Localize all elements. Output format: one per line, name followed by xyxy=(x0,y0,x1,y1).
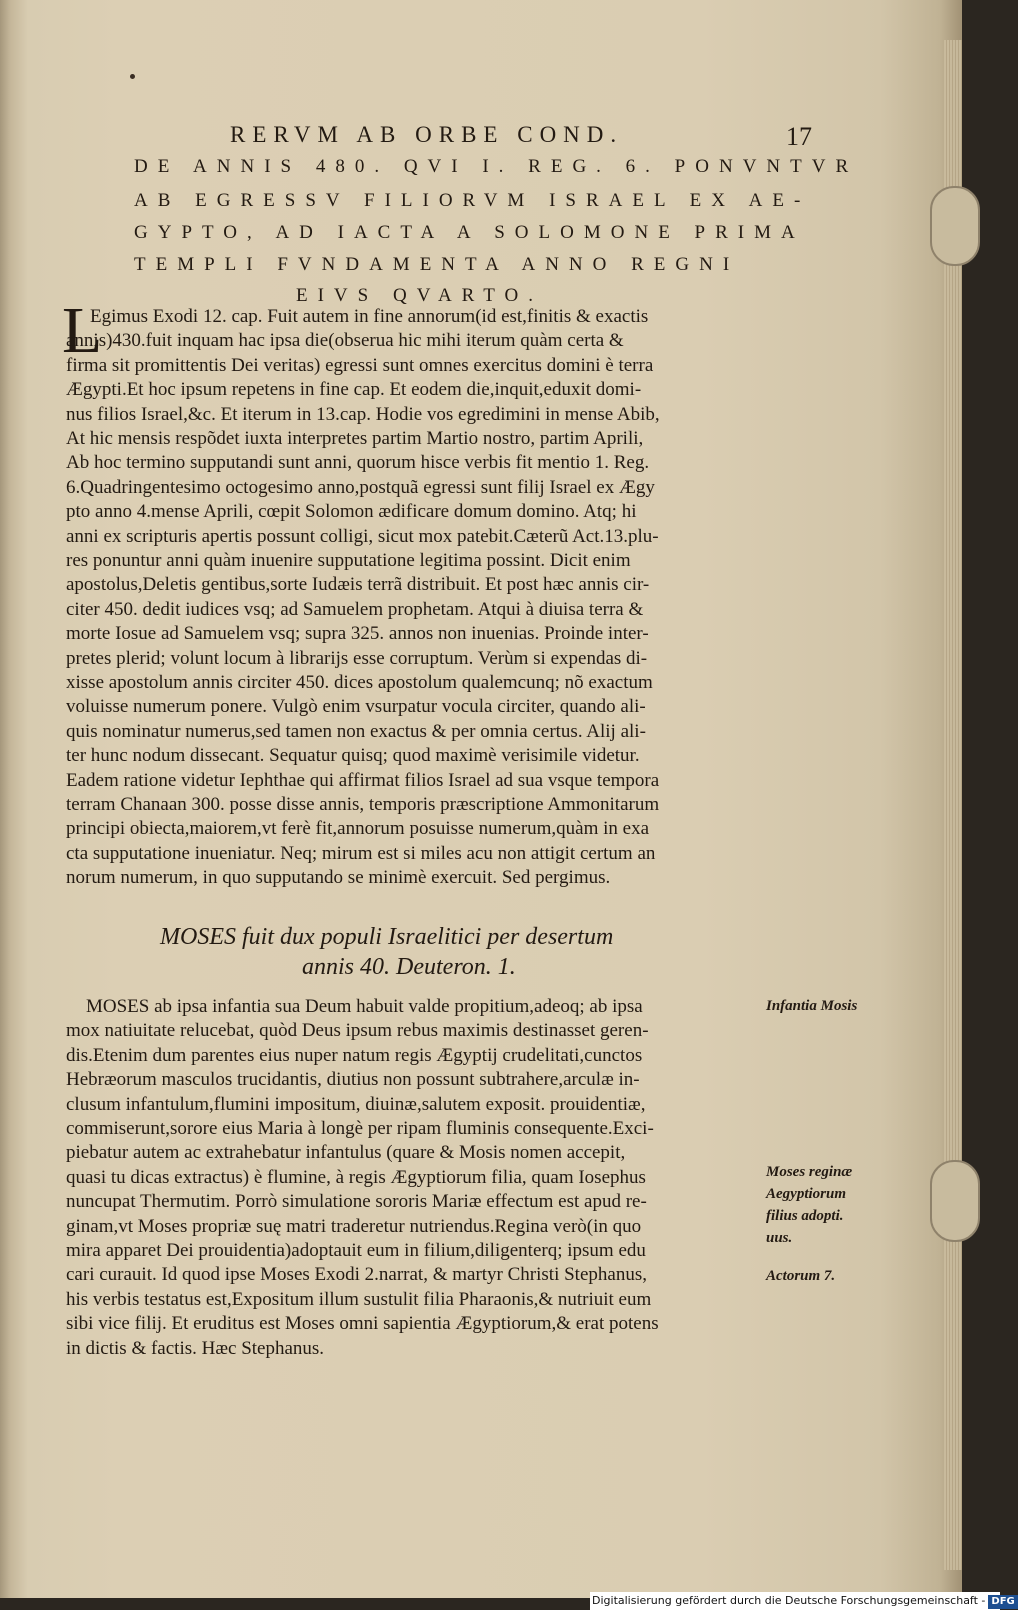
margin-note: Actorum 7. xyxy=(766,1268,836,1284)
text-line: ginam,vt Moses propriæ suę matri traderetur nutriendus.Regina verò(in quo xyxy=(66,1215,642,1237)
chapter-title-line: AB EGRESSV FILIORVM ISRAEL EX AE- xyxy=(134,190,811,211)
text-line: pto anno 4.mense Aprili, cœpit Solomon ædificare domum domino. Atq; hi xyxy=(66,501,637,523)
text-line: mira apparet Dei prouidentia)adoptauit eum in filium,diligenterq; ipsum edu xyxy=(66,1240,646,1261)
chapter-title-line: TEMPLI FVNDAMENTA ANNO REGNI xyxy=(134,254,740,275)
text-line: MOSES ab ipsa infantia sua Deum habuit valde propitium,adeoq; ab ipsa xyxy=(86,996,643,1017)
text-line: apostolus,Deletis gentibus,sorte Iudæis terrã distribuit. Et post hæc annis cir- xyxy=(66,574,650,596)
text-line: Eadem ratione videtur Iephthae qui affirmat filios Israel ad sua vsque tempora xyxy=(66,769,660,791)
margin-note: Infantia Mosis xyxy=(766,998,858,1014)
digitization-footer xyxy=(590,1592,1015,1610)
text-line: 6.Quadringentesimo octogesimo anno,postquã egressi sunt filij Israel ex Ægy xyxy=(66,476,655,498)
margin-note: filius adopti. xyxy=(766,1208,844,1224)
text-line: Ab hoc termino supputandi sunt anni, quorum hisce verbis fit mentio 1. Reg. xyxy=(66,452,650,474)
text-line: his verbis testatus est,Expositum illum sustulit filia Pharaonis,& nutriuit eum xyxy=(66,1288,652,1310)
text-line: in dictis & factis. Hæc Stephanus. xyxy=(66,1337,325,1359)
text-line: nus filios Israel,&c. Et iterum in 13.cap. Hodie vos egredimini in mense Abib, xyxy=(66,403,660,425)
margin-note: Moses reginæ xyxy=(766,1164,853,1180)
page-clip-bottom xyxy=(930,1160,980,1242)
text-line: sibi vice filij. Et eruditus est Moses omni sapientia Ægyptiorum,& erat potens xyxy=(66,1313,659,1335)
text-line: firma sit promittentis Dei veritas) egressi sunt omnes exercitus domini è terra xyxy=(66,354,654,376)
chapter-title-line: GYPTO, AD IACTA A SOLOMONE PRIMA xyxy=(134,222,805,243)
text-line: voluisse numerum ponere. Vulgò enim vsurpatur vocula circiter, quando ali- xyxy=(66,696,646,718)
page-clip-top xyxy=(930,186,980,266)
text-line: Egimus Exodi 12. cap. Fuit autem in fine annorum(id est,finitis & exactis xyxy=(90,306,649,327)
text-line: ter hunc nodum dissecant. Sequatur quisq; quod maximè verisimile videtur. xyxy=(66,745,640,767)
text-line: Hebræorum masculos trucidantis, diutius non possunt subtrahere,arculæ in- xyxy=(66,1069,640,1091)
text-line: piebatur autem ac extrahebatur infantulus (quare & Mosis nomen accepit, xyxy=(66,1142,626,1164)
text-line: annis)430.fuit inquam hac ipsa die(obserua hic mihi iterum quàm certa & xyxy=(66,330,624,352)
drop-cap: L xyxy=(62,294,103,367)
text-line: xisse apostolum annis circiter 450. dices apostolum qualemcunq; nõ exactum xyxy=(66,672,653,693)
text-line: cta supputatione inueniatur. Neq; mirum est si miles acu non attigit certum an xyxy=(66,842,656,864)
text-line: norum numerum, in quo supputando se minimè exercuit. Sed pergimus. xyxy=(66,867,611,889)
text-line: anni ex scripturis apertis possunt colligi, sicut mox patebit.Cæterũ Act.13.plu- xyxy=(66,525,659,547)
text-line: At hic mensis respõdet iuxta interpretes partim Martio nostro, partim Aprili, xyxy=(66,428,644,449)
text-line: nuncupat Thermutim. Porrò simulatione sororis Mariæ effectum est apud re- xyxy=(66,1191,647,1213)
text-line: Ægypti.Et hoc ipsum repetens in fine cap. Et eodem die,inquit,eduxit domi- xyxy=(66,379,642,401)
section-heading: MOSES fuit dux populi Israelitici per desertum xyxy=(160,924,614,950)
text-line: clusum infantulum,flumini impositum, diuinæ,salutem exposit. prouidentiæ, xyxy=(66,1093,646,1115)
page-fore-edge xyxy=(944,40,962,1570)
text-line: terram Chanaan 300. posse disse annis, temporis præscriptione Ammonitarum xyxy=(66,794,660,815)
text-line: dis.Etenim dum parentes eius nuper natum regis Ægyptij crudelitati,cunctos xyxy=(66,1044,643,1066)
text-line: res ponuntur anni quàm inuenire supputatione legitima possint. Dicit enim xyxy=(66,550,631,571)
text-line: commiserunt,sorore eius Maria à longè per ripam fluminis consequente.Exci- xyxy=(66,1118,654,1139)
text-line: pretes plerid; volunt locum à librarijs esse corruptum. Verùm si expendas di- xyxy=(66,647,648,669)
ink-dot xyxy=(130,74,135,79)
margin-note: Aegyptiorum xyxy=(766,1186,847,1202)
margin-note: uus. xyxy=(766,1230,793,1246)
text-line: cari curauit. Id quod ipse Moses Exodi 2.narrat, & martyr Christi Stephanus, xyxy=(66,1264,647,1286)
section-heading: annis 40. Deuteron. 1. xyxy=(302,954,516,980)
text-line: citer 450. dedit iudices vsq; ad Samuelem prophetam. Atqui à diuisa terra & xyxy=(66,598,644,620)
text-line: mox natiuitate relucebat, quòd Deus ipsum rebus maximis destinasset geren- xyxy=(66,1020,649,1042)
text-line: quis nominatur numerus,sed tamen non exactus & per omnia certus. Alij ali- xyxy=(66,720,646,742)
text-line: morte Iosue ad Samuelem vsq; supra 325. annos non inuenias. Proinde inter- xyxy=(66,623,649,645)
dfg-logo: DFG xyxy=(988,1595,1017,1609)
text-line: quasi tu dicas extractus) è flumine, à regis Ægyptiorum filia, quam Iosephus xyxy=(66,1166,646,1188)
text-line: principi obiecta,maiorem,vt ferè fit,annorum posuisse numerum,quàm in exa xyxy=(66,818,650,840)
page-number: 17 xyxy=(786,122,812,151)
footer-text: Digitalisierung gefördert durch die Deutsche Forschungsgemeinschaft - xyxy=(592,1594,986,1607)
running-head: RERVM AB ORBE COND. xyxy=(230,122,624,147)
chapter-title-line: DE ANNIS 480. QVI I. REG. 6. PONVNTVR xyxy=(134,156,859,177)
chapter-title-line: EIVS QVARTO. xyxy=(296,285,543,306)
